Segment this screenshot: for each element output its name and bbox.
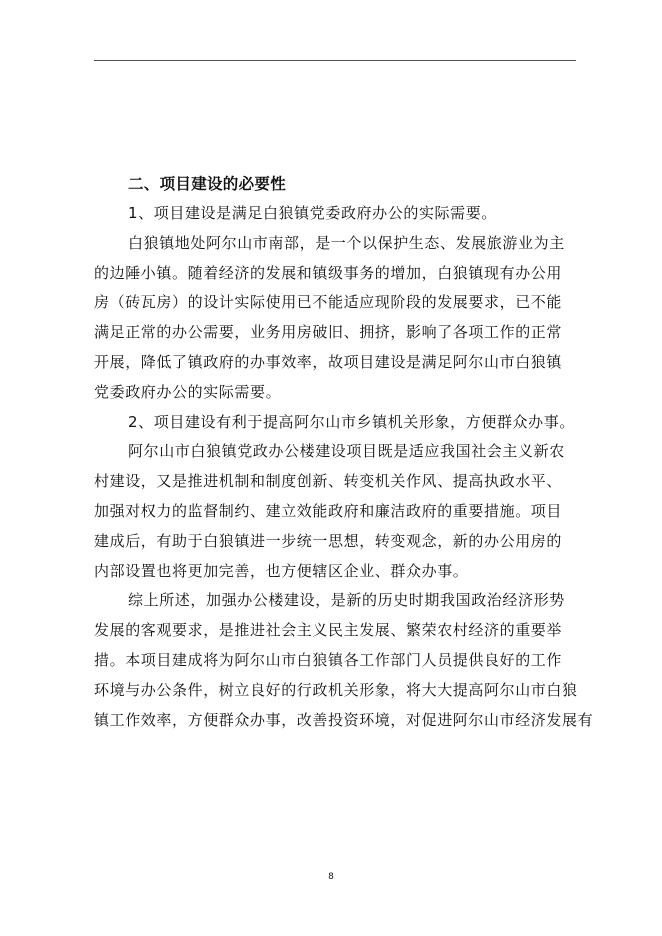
- paragraph-3-line: 措。本项目建成将为阿尔山市白狼镇各工作部门人员提供良好的工作: [94, 650, 563, 669]
- paragraph-1-line: 开展，降低了镇政府的办事效率，故项目建设是满足阿尔山市白狼镇: [94, 352, 563, 371]
- paragraph-1-line: 的边陲小镇。随着经济的发展和镇级事务的增加，白狼镇现有办公用: [94, 263, 563, 282]
- paragraph-1-line: 满足正常的办公需要，业务用房破旧、拥挤，影响了各项工作的正常: [94, 323, 563, 342]
- subheading-2: [94, 408, 576, 438]
- section-heading: 二、项目建设的必要性: [128, 175, 287, 193]
- paragraph-2-line: 内部设置也将更加完善，也方便辖区企业、群众办事。: [94, 561, 469, 580]
- header-rule: [94, 60, 576, 61]
- page-number: 8: [328, 872, 334, 882]
- paragraph-1-line: 白狼镇地处阿尔山市南部，是一个以保护生态、发展旅游业为主: [128, 233, 565, 252]
- paragraph-1-line: 党委政府办公的实际需要。: [94, 382, 282, 401]
- paragraph-2: [94, 437, 576, 586]
- paragraph-2-line: 加强对权力的监督制约、建立效能政府和廉洁政府的重要措施。项目: [94, 501, 563, 520]
- paragraph-3-line: 综上所述，加强办公楼建设，是新的历史时期我国政治经济形势: [128, 591, 565, 610]
- document-body: [94, 169, 594, 735]
- subheading-1: [94, 199, 576, 229]
- paragraph-2-line: 阿尔山市白狼镇党政办公楼建设项目既是适应我国社会主义新农: [128, 442, 565, 461]
- paragraph-2-line: 建成后，有助于白狼镇进一步统一思想，转变观念，新的办公用房的: [94, 531, 563, 550]
- paragraph-1: [94, 229, 576, 408]
- paragraph-3-line: 镇工作效率，方便群众办事，改善投资环境，对促进阿尔山市经济发展有: [94, 710, 594, 729]
- subheading-2-line: 2、项目建设有利于提高阿尔山市乡镇机关形象，方便群众办事。: [128, 412, 575, 431]
- paragraph-3: [94, 586, 594, 735]
- paragraph-3-line: 发展的客观要求，是推进社会主义民主发展、繁荣农村经济的重要举: [94, 621, 563, 640]
- paragraph-2-line: 村建设，又是推进机制和制度创新、转变机关作风、提高执政水平、: [94, 472, 563, 491]
- paragraph-1-line: 房（砖瓦房）的设计实际使用已不能适应现阶段的发展要求，已不能: [94, 293, 563, 312]
- subheading-1-line: 1、项目建设是满足白狼镇党委政府办公的实际需要。: [128, 204, 497, 222]
- paragraph-3-line: 环境与办公条件，树立良好的行政机关形象，将大大提高阿尔山市白狼: [94, 680, 578, 699]
